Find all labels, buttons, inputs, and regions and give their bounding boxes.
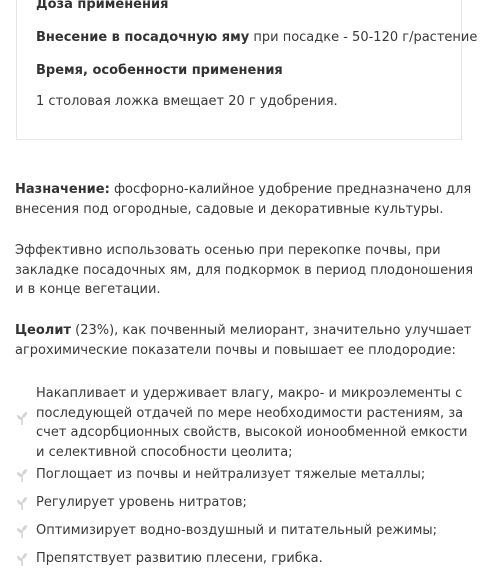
effective-paragraph: Эффективно использовать осенью при перекопке почвы, при закладке посадочных ям, для подкормок в период плодоношения и в конце вегетации. bbox=[15, 243, 474, 297]
benefit-text: Поглощает из почвы и нейтрализует тяжелые металлы; bbox=[36, 467, 426, 482]
benefit-text: Накапливает и удерживает влагу, макро- и микроэлементы с последующей отдачей по мере необходимости растениям, за счет адсорбционных свойств, высокой ионообменной емкости и селективной способности цеолита; bbox=[36, 386, 468, 460]
benefit-text: Препятствует развитию плесени, грибка. bbox=[36, 551, 323, 566]
time-heading: Время, особенности применения bbox=[36, 63, 283, 78]
sprout-icon bbox=[16, 496, 28, 510]
application-value: при посадке - 50-120 г/растение bbox=[249, 30, 478, 45]
sprout-icon bbox=[16, 552, 28, 566]
dose-heading: Доза применения bbox=[36, 0, 169, 12]
spoon-note: 1 столовая ложка вмещает 20 г удобрения. bbox=[36, 94, 338, 109]
application-row bbox=[36, 30, 477, 46]
sprout-icon bbox=[16, 411, 28, 425]
benefit-text: Регулирует уровень нитратов; bbox=[36, 495, 247, 510]
zeolite-label: Цеолит bbox=[15, 323, 71, 338]
application-label: Внесение в посадочную яму bbox=[36, 30, 250, 45]
sprout-icon bbox=[16, 468, 28, 482]
zeolite-paragraph bbox=[15, 321, 477, 360]
purpose-label: Назначение: bbox=[15, 182, 110, 197]
purpose-text: фосфорно-калийное удобрение предназначено для внесения под огородные, садовые и декоративные культуры. bbox=[15, 182, 472, 217]
sprout-icon bbox=[16, 524, 28, 538]
purpose-paragraph bbox=[15, 180, 477, 219]
zeolite-text: (23%), как почвенный мелиорант, значительно улучшает агрохимические показатели почвы и повышает ее плодородие: bbox=[15, 323, 472, 358]
benefit-text: Оптимизирует водно-воздушный и питательный режимы; bbox=[36, 523, 438, 538]
